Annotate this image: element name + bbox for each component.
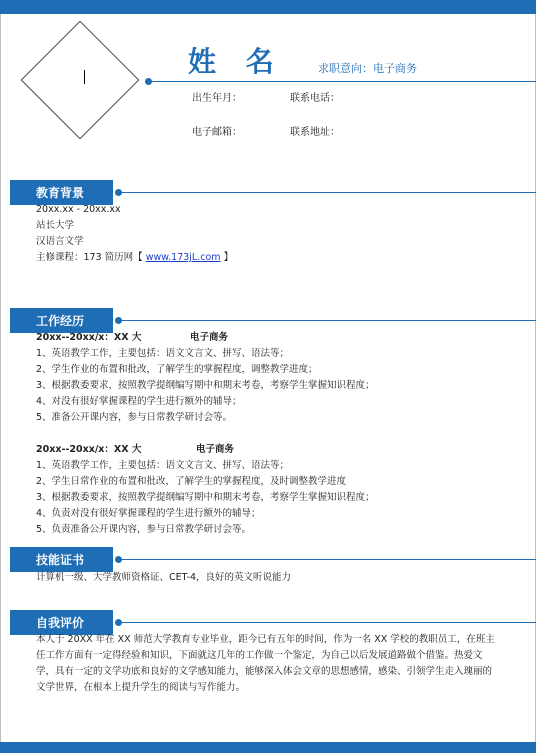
- education-period: 20xx.xx - 20xx.xx: [36, 204, 121, 215]
- job-heading: 20xx--20xx/x：XX 大: [36, 332, 142, 343]
- job-item: 1、英语教学工作，主要包括：语文文言文、拼写、语法等；: [36, 460, 290, 471]
- section-divider-self: [118, 622, 536, 623]
- job-item: 3、根据教委要求，按照教学提纲编写期中和期末考卷，考察学生掌握知识程度；: [36, 380, 375, 391]
- header-divider: [148, 81, 536, 82]
- education-courses: [36, 250, 233, 266]
- section-title-education: 教育背景: [10, 180, 113, 205]
- education-major: 汉语言文学: [36, 236, 84, 247]
- education-school: 站长大学: [36, 220, 75, 231]
- courses-suffix: 】: [223, 252, 234, 263]
- phone-label: 联系电话：: [290, 93, 340, 104]
- job-item: 1、英语教学工作，主要包括：语文文言文、拼写、语法等；: [36, 348, 290, 359]
- job-item: 4、对没有很好掌握课程的学生进行额外的辅导；: [36, 396, 242, 407]
- job-item: 5、准备公开课内容，参与日常教学研讨会等。: [36, 412, 233, 423]
- job-role: 电子商务: [190, 332, 229, 343]
- courses-prefix: 主修课程：173 简历网【: [36, 252, 143, 263]
- job-item: 5、负责准备公开课内容，参与日常教学研讨会等。: [36, 524, 252, 535]
- self-evaluation-text: 本人于 20XX 年在 XX 师范大学教育专业毕业，距今已有五年的时间，作为一名 XX 学校的教职员工，在班主任工作方面有一定得经验和知识，下面就这几年的工作做一个鉴定，为自己以后发展道路做个借鉴。热爱文学，具有一定的文学功底和良好的文学感知能力，能够深入体会文章的思想感情，感染、引领学生走入瑰丽的文学世界，在根本上提升学生的阅读与写作能力。: [36, 634, 495, 693]
- top-accent-bar: [0, 0, 536, 14]
- section-divider-education: [118, 192, 536, 193]
- birth-label: 出生年月：: [192, 93, 242, 104]
- email-label: 电子邮箱：: [192, 127, 242, 138]
- section-dot-skills: [115, 556, 122, 563]
- text-cursor: [84, 70, 85, 84]
- job-item: 4、负责对没有很好掌握课程的学生进行额外的辅导；: [36, 508, 261, 519]
- job-heading: 20xx--20xx/x：XX 大: [36, 444, 142, 455]
- bottom-accent-bar: [0, 742, 536, 753]
- header-divider-dot: [145, 78, 152, 85]
- section-dot-work: [115, 317, 122, 324]
- job-item: 2、学生日常作业的布置和批改，了解学生的掌握程度，及时调整教学进度: [36, 476, 347, 487]
- job-item: 3、根据教委要求，按照教学提纲编写期中和期末考卷，考察学生掌握知识程度；: [36, 492, 375, 503]
- photo-placeholder[interactable]: [21, 21, 140, 140]
- skills-text: 计算机一级、大学教师资格证、CET-4，良好的英文听说能力: [36, 572, 292, 583]
- job-role: 电子商务: [196, 444, 235, 455]
- section-title-skills: 技能证书: [10, 547, 113, 572]
- section-dot-education: [115, 189, 122, 196]
- candidate-name: 姓 名: [188, 45, 284, 78]
- job-intent: 求职意向：电子商务: [318, 62, 417, 75]
- page-border-left: [0, 14, 1, 742]
- courses-link[interactable]: www.173jL.com: [145, 252, 221, 263]
- address-label: 联系地址：: [290, 127, 340, 138]
- section-divider-skills: [118, 559, 536, 560]
- job-item: 2、学生作业的布置和批改，了解学生的掌握程度，调整教学进度；: [36, 364, 318, 375]
- section-dot-self: [115, 619, 122, 626]
- section-title-self: 自我评价: [10, 610, 113, 635]
- section-divider-work: [118, 320, 536, 321]
- section-title-work: 工作经历: [10, 308, 113, 333]
